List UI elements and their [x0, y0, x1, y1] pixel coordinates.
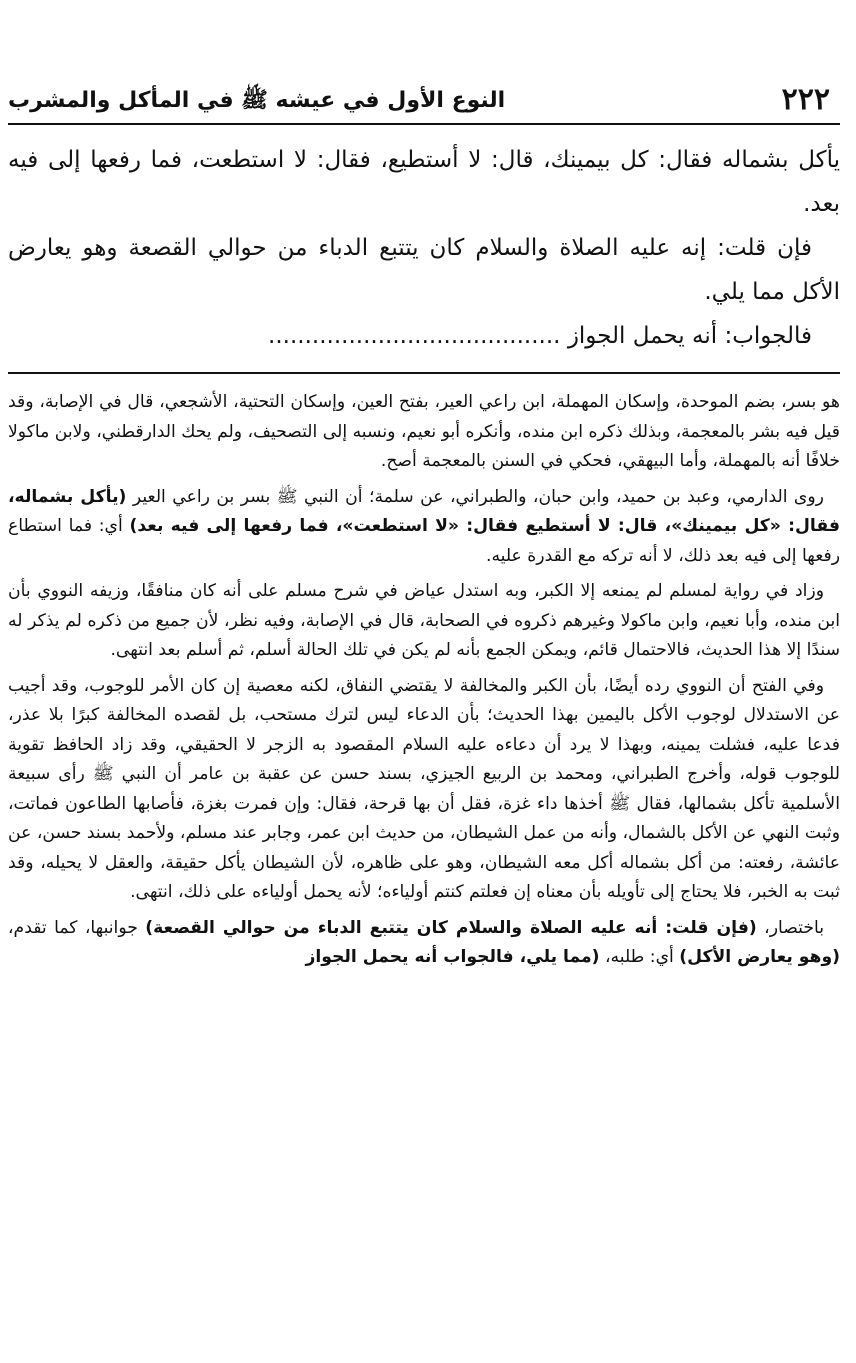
main-text: [8, 138, 840, 358]
commentary-paragraph-5: [8, 914, 840, 973]
quoted-text: (فإن قلت: أنه عليه الصلاة والسلام كان يتتبع الدباء من حوالي القصعة): [145, 917, 757, 938]
commentary-paragraph-3: وزاد في رواية لمسلم لم يمنعه إلا الكبر، وبه استدل عياض في شرح مسلم على أنه كان منافقًا، وزيفه النووي بأن ابن منده، وأبا نعيم، وابن ماكولا وغيرهم ذكروه في الصحابة، قال في الإصابة، وفيه نظر، لأن جميع من ذكره لم يذكر له سندًا إلا هذا الحديث، فالاحتمال قائم، ويمكن الجمع بأنه لم يكن في تلك الحالة أسلم، ثم أسلم بعد انتهى.: [8, 581, 840, 660]
answer-text: فالجواب: أنه يحمل الجواز: [567, 323, 812, 349]
commentary-text: جوانبها، كما تقدم،: [8, 917, 138, 938]
commentary-paragraph-1: هو بسر، بضم الموحدة، وإسكان المهملة، ابن راعي العير، بفتح العين، وإسكان التحتية، الأشجعي، قال في الإصابة، وقد قيل فيه بشر بالمعجمة، وبذلك ذكره ابن منده، وأنكره أبو نعيم، ونسبه إلى التصحيف، ولم يحك الدارقطني، ولابن ماكولا خلافًا أنه بالمهملة، وأما البيهقي، فحكي في السنن بالمعجمة أصح.: [8, 392, 840, 471]
running-title: النوع الأول في عيشه ﷺ في المأكل والمشرب: [8, 88, 506, 113]
page-number: ٢٢٢: [781, 82, 830, 117]
quoted-text: (وهو يعارض الأكل): [679, 947, 840, 967]
commentary: [8, 388, 840, 979]
page-header: [8, 80, 840, 120]
commentary-text: روى الدارمي، وعبد بن حميد، وابن حبان، والطبراني، عن سلمة؛ أن النبي ﷺ بسر بن راعي العير: [132, 486, 824, 507]
quoted-text: (مما يلي، فالجواب أنه يحمل الجواز: [305, 947, 600, 967]
main-paragraph-3: [8, 314, 840, 358]
commentary-paragraph-2: [8, 483, 840, 572]
commentary-text: أي: فما استطاع رفعها إلى فيه بعد ذلك، لا أنه تركه مع القدرة عليه.: [8, 516, 840, 566]
quoted-hadith: (يأكل بشماله، فقال: «كل بيمينك»، قال: لا أستطيع فقال: «لا استطعت»، فما رفعها إلى فيه بعد): [8, 486, 840, 536]
header-rule: [8, 123, 840, 125]
main-paragraph-1: يأكل بشماله فقال: كل بيمينك، قال: لا أستطيع، فقال: لا استطعت، فما رفعها إلى فيه بعد.: [8, 147, 840, 217]
ellipsis-dots: ........................................: [268, 323, 561, 349]
commentary-text: أي: طلبه،: [605, 947, 674, 967]
commentary-text: باختصار،: [764, 917, 824, 938]
section-rule: [8, 372, 840, 374]
main-paragraph-2: فإن قلت: إنه عليه الصلاة والسلام كان يتتبع الدباء من حوالي القصعة وهو يعارض الأكل مما يلي.: [8, 235, 840, 305]
commentary-paragraph-4: وفي الفتح أن النووي رده أيضًا، بأن الكبر والمخالفة لا يقتضي النفاق، لكنه معصية إن كان الأمر للوجوب، وقد أجيب عن الاستدلال لوجوب الأكل باليمين بهذا الحديث؛ بأن الدعاء ليس لترك مستحب، بل لقصده المخالفة كبرًا بلا عذر، فدعا عليه، فشلت يمينه، وبهذا لا يرد أن دعاءه عليه السلام المقصود به الزجر لا الحقيقي، وقد زاد الحافظ تقوية للوجوب قوله، وأخرج الطبراني، ومحمد بن الربيع الجيزي، بسند حسن عن عقبة بن عامر أن النبي ﷺ رأى سبيعة الأسلمية تأكل بشمالها، فقال ﷺ أخذها داء غزة، فقل أن بها قرحة، فقال: وإن فمرت بغزة، فأصابها الطاعون فماتت، وثبت النهي عن الأكل بالشمال، وأنه من عمل الشيطان، من حديث ابن عمر، وجابر عند مسلم، ولأحمد بسند حسن، عن عائشة، رفعته: من أكل بشماله أكل معه الشيطان، وهو على ظاهره، لأن الشيطان يأكل حقيقة، والعقل لا يحيله، وقد ثبت به الخبر، فلا يحتاج إلى تأويله بأن معناه إن فعلتم كنتم أولياءه؛ لأنه يحمل أولياءه على ذلك، انتهى.: [8, 675, 840, 902]
